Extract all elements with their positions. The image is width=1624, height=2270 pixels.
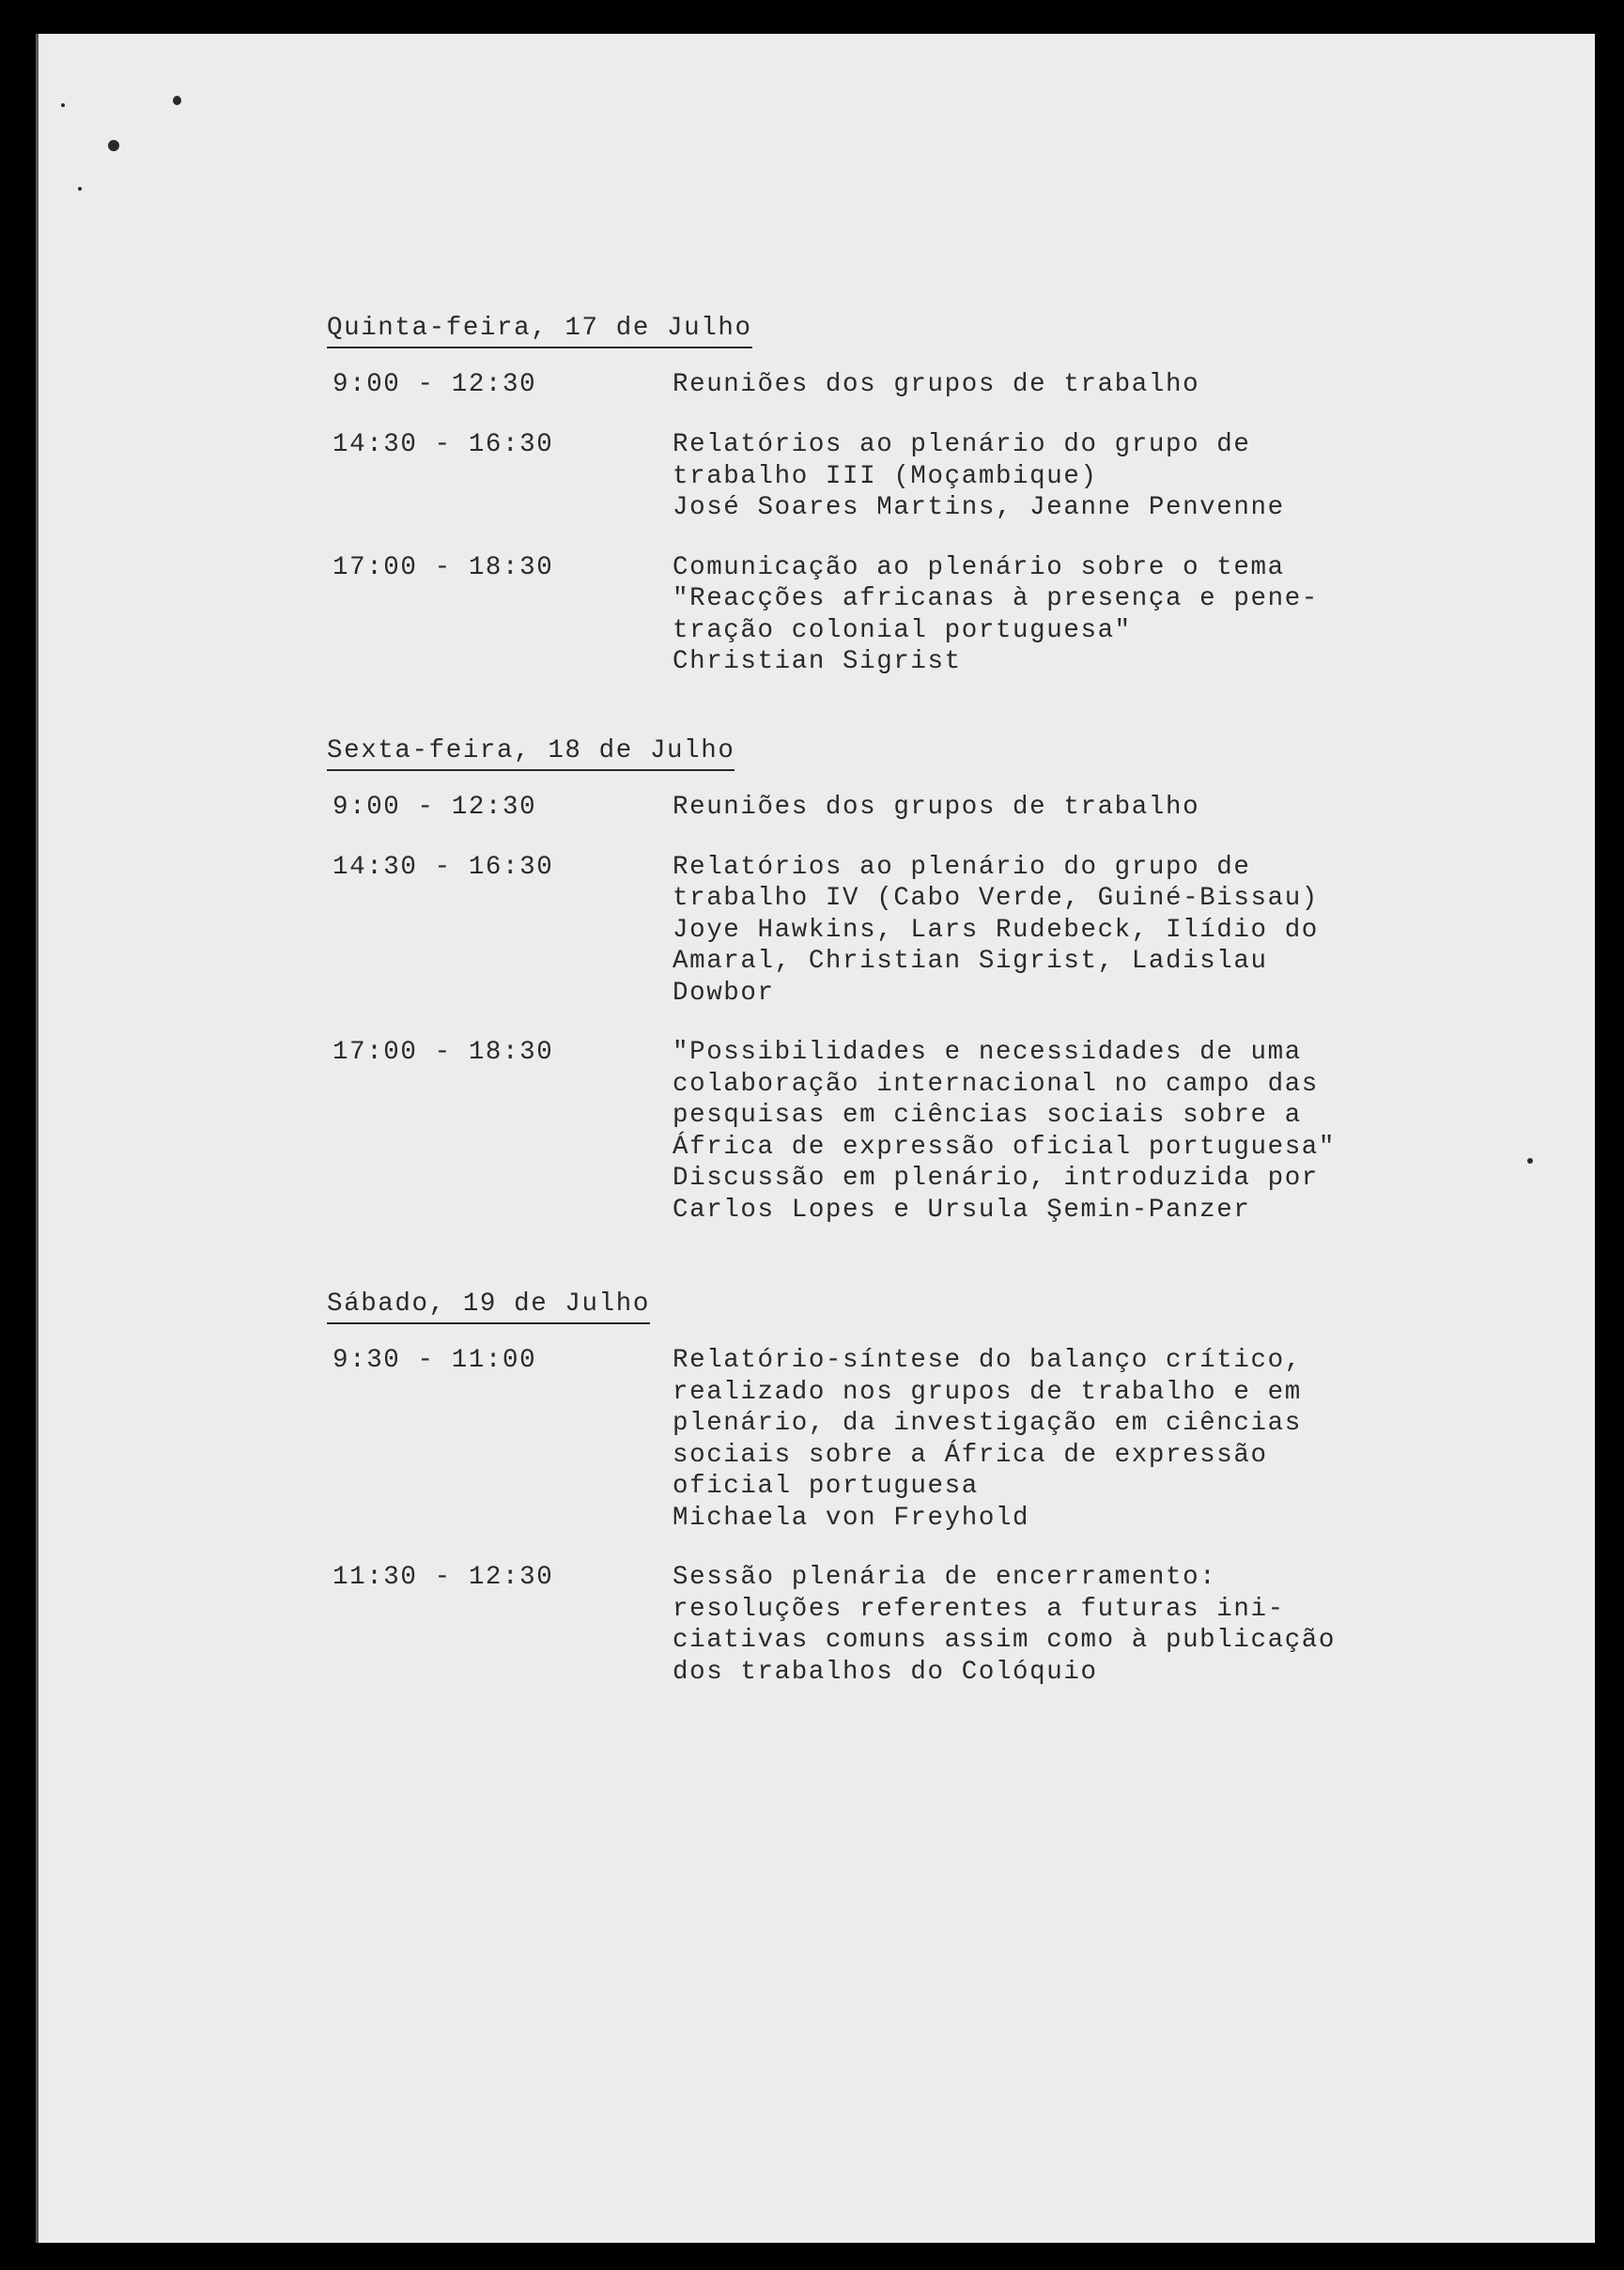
description-line: Dowbor xyxy=(673,978,775,1008)
scan-speck xyxy=(61,103,65,107)
schedule-entry xyxy=(327,369,1454,401)
description-line: sociais sobre a África de expressão xyxy=(673,1440,1268,1470)
time-slot: 11:30 - 12:30 xyxy=(333,1563,554,1592)
schedule-entry xyxy=(327,852,1454,1010)
description-line: Relatórios ao plenário do grupo de xyxy=(673,852,1251,882)
entry-description xyxy=(673,369,1199,401)
description-line: Amaral, Christian Sigrist, Ladislau xyxy=(673,947,1268,976)
schedule-entry xyxy=(327,1345,1454,1534)
day-section xyxy=(327,734,1454,1227)
entry-description xyxy=(673,852,1319,1010)
scan-speck xyxy=(1527,1158,1533,1164)
scan-speck xyxy=(108,140,119,151)
description-line: Comunicação ao plenário sobre o tema xyxy=(673,552,1285,582)
description-line: Joye Hawkins, Lars Rudebeck, Ilídio do xyxy=(673,915,1319,945)
schedule-entry xyxy=(327,429,1454,524)
description-line: "Possibilidades e necessidades de uma xyxy=(673,1038,1302,1067)
time-slot: 9:00 - 12:30 xyxy=(333,792,537,822)
scan-speck xyxy=(78,187,82,191)
time-slot: 14:30 - 16:30 xyxy=(333,852,554,882)
day-section xyxy=(327,312,1454,678)
time-slot: 17:00 - 18:30 xyxy=(333,552,554,582)
entry-description xyxy=(673,1037,1336,1226)
schedule-entry xyxy=(327,552,1454,678)
description-line: Reuniões dos grupos de trabalho xyxy=(673,792,1200,822)
day-heading: Sábado, 19 de Julho xyxy=(327,1288,650,1324)
description-line: África de expressão oficial portuguesa" xyxy=(673,1132,1337,1162)
entry-description xyxy=(673,552,1319,678)
description-line: Reuniões dos grupos de trabalho xyxy=(673,370,1200,399)
description-line: plenário, da investigação em ciências xyxy=(673,1409,1302,1438)
description-line: Christian Sigrist xyxy=(673,647,962,676)
schedule-entry xyxy=(327,792,1454,824)
entry-description xyxy=(673,1345,1302,1534)
description-line: Sessão plenária de encerramento: xyxy=(673,1563,1217,1592)
document-page xyxy=(36,34,1595,2243)
description-line: trabalho IV (Cabo Verde, Guiné-Bissau) xyxy=(673,884,1319,913)
description-line: trabalho III (Moçambique) xyxy=(673,461,1098,491)
schedule-entry xyxy=(327,1562,1454,1688)
time-slot: 9:30 - 11:00 xyxy=(333,1346,537,1375)
day-heading: Sexta-feira, 18 de Julho xyxy=(327,734,735,771)
description-line: colaboração internacional no campo das xyxy=(673,1069,1319,1099)
entry-description xyxy=(673,792,1199,824)
description-line: "Reacções africanas à presença e pene- xyxy=(673,584,1319,613)
description-line: dos trabalhos do Colóquio xyxy=(673,1657,1098,1687)
description-line: ciativas comuns assim como à publicação xyxy=(673,1626,1337,1655)
day-heading: Quinta-feira, 17 de Julho xyxy=(327,312,752,348)
time-slot: 9:00 - 12:30 xyxy=(333,370,537,399)
description-line: José Soares Martins, Jeanne Penvenne xyxy=(673,493,1285,522)
description-line: tração colonial portuguesa" xyxy=(673,615,1132,645)
description-line: oficial portuguesa xyxy=(673,1472,979,1501)
description-line: Relatórios ao plenário do grupo de xyxy=(673,430,1251,459)
day-section xyxy=(327,1288,1454,1688)
schedule-document xyxy=(327,312,1454,1688)
entry-description xyxy=(673,429,1285,524)
time-slot: 14:30 - 16:30 xyxy=(333,430,554,459)
description-line: Michaela von Freyhold xyxy=(673,1503,1030,1533)
description-line: resoluções referentes a futuras ini- xyxy=(673,1594,1285,1624)
description-line: realizado nos grupos de trabalho e em xyxy=(673,1377,1302,1407)
description-line: Relatório-síntese do balanço crítico, xyxy=(673,1346,1302,1375)
description-line: pesquisas em ciências sociais sobre a xyxy=(673,1101,1302,1130)
description-line: Carlos Lopes e Ursula Şemin-Panzer xyxy=(673,1195,1251,1225)
time-slot: 17:00 - 18:30 xyxy=(333,1038,554,1067)
schedule-entry xyxy=(327,1037,1454,1226)
entry-description xyxy=(673,1562,1336,1688)
scan-speck xyxy=(173,96,181,105)
description-line: Discussão em plenário, introduzida por xyxy=(673,1164,1319,1193)
